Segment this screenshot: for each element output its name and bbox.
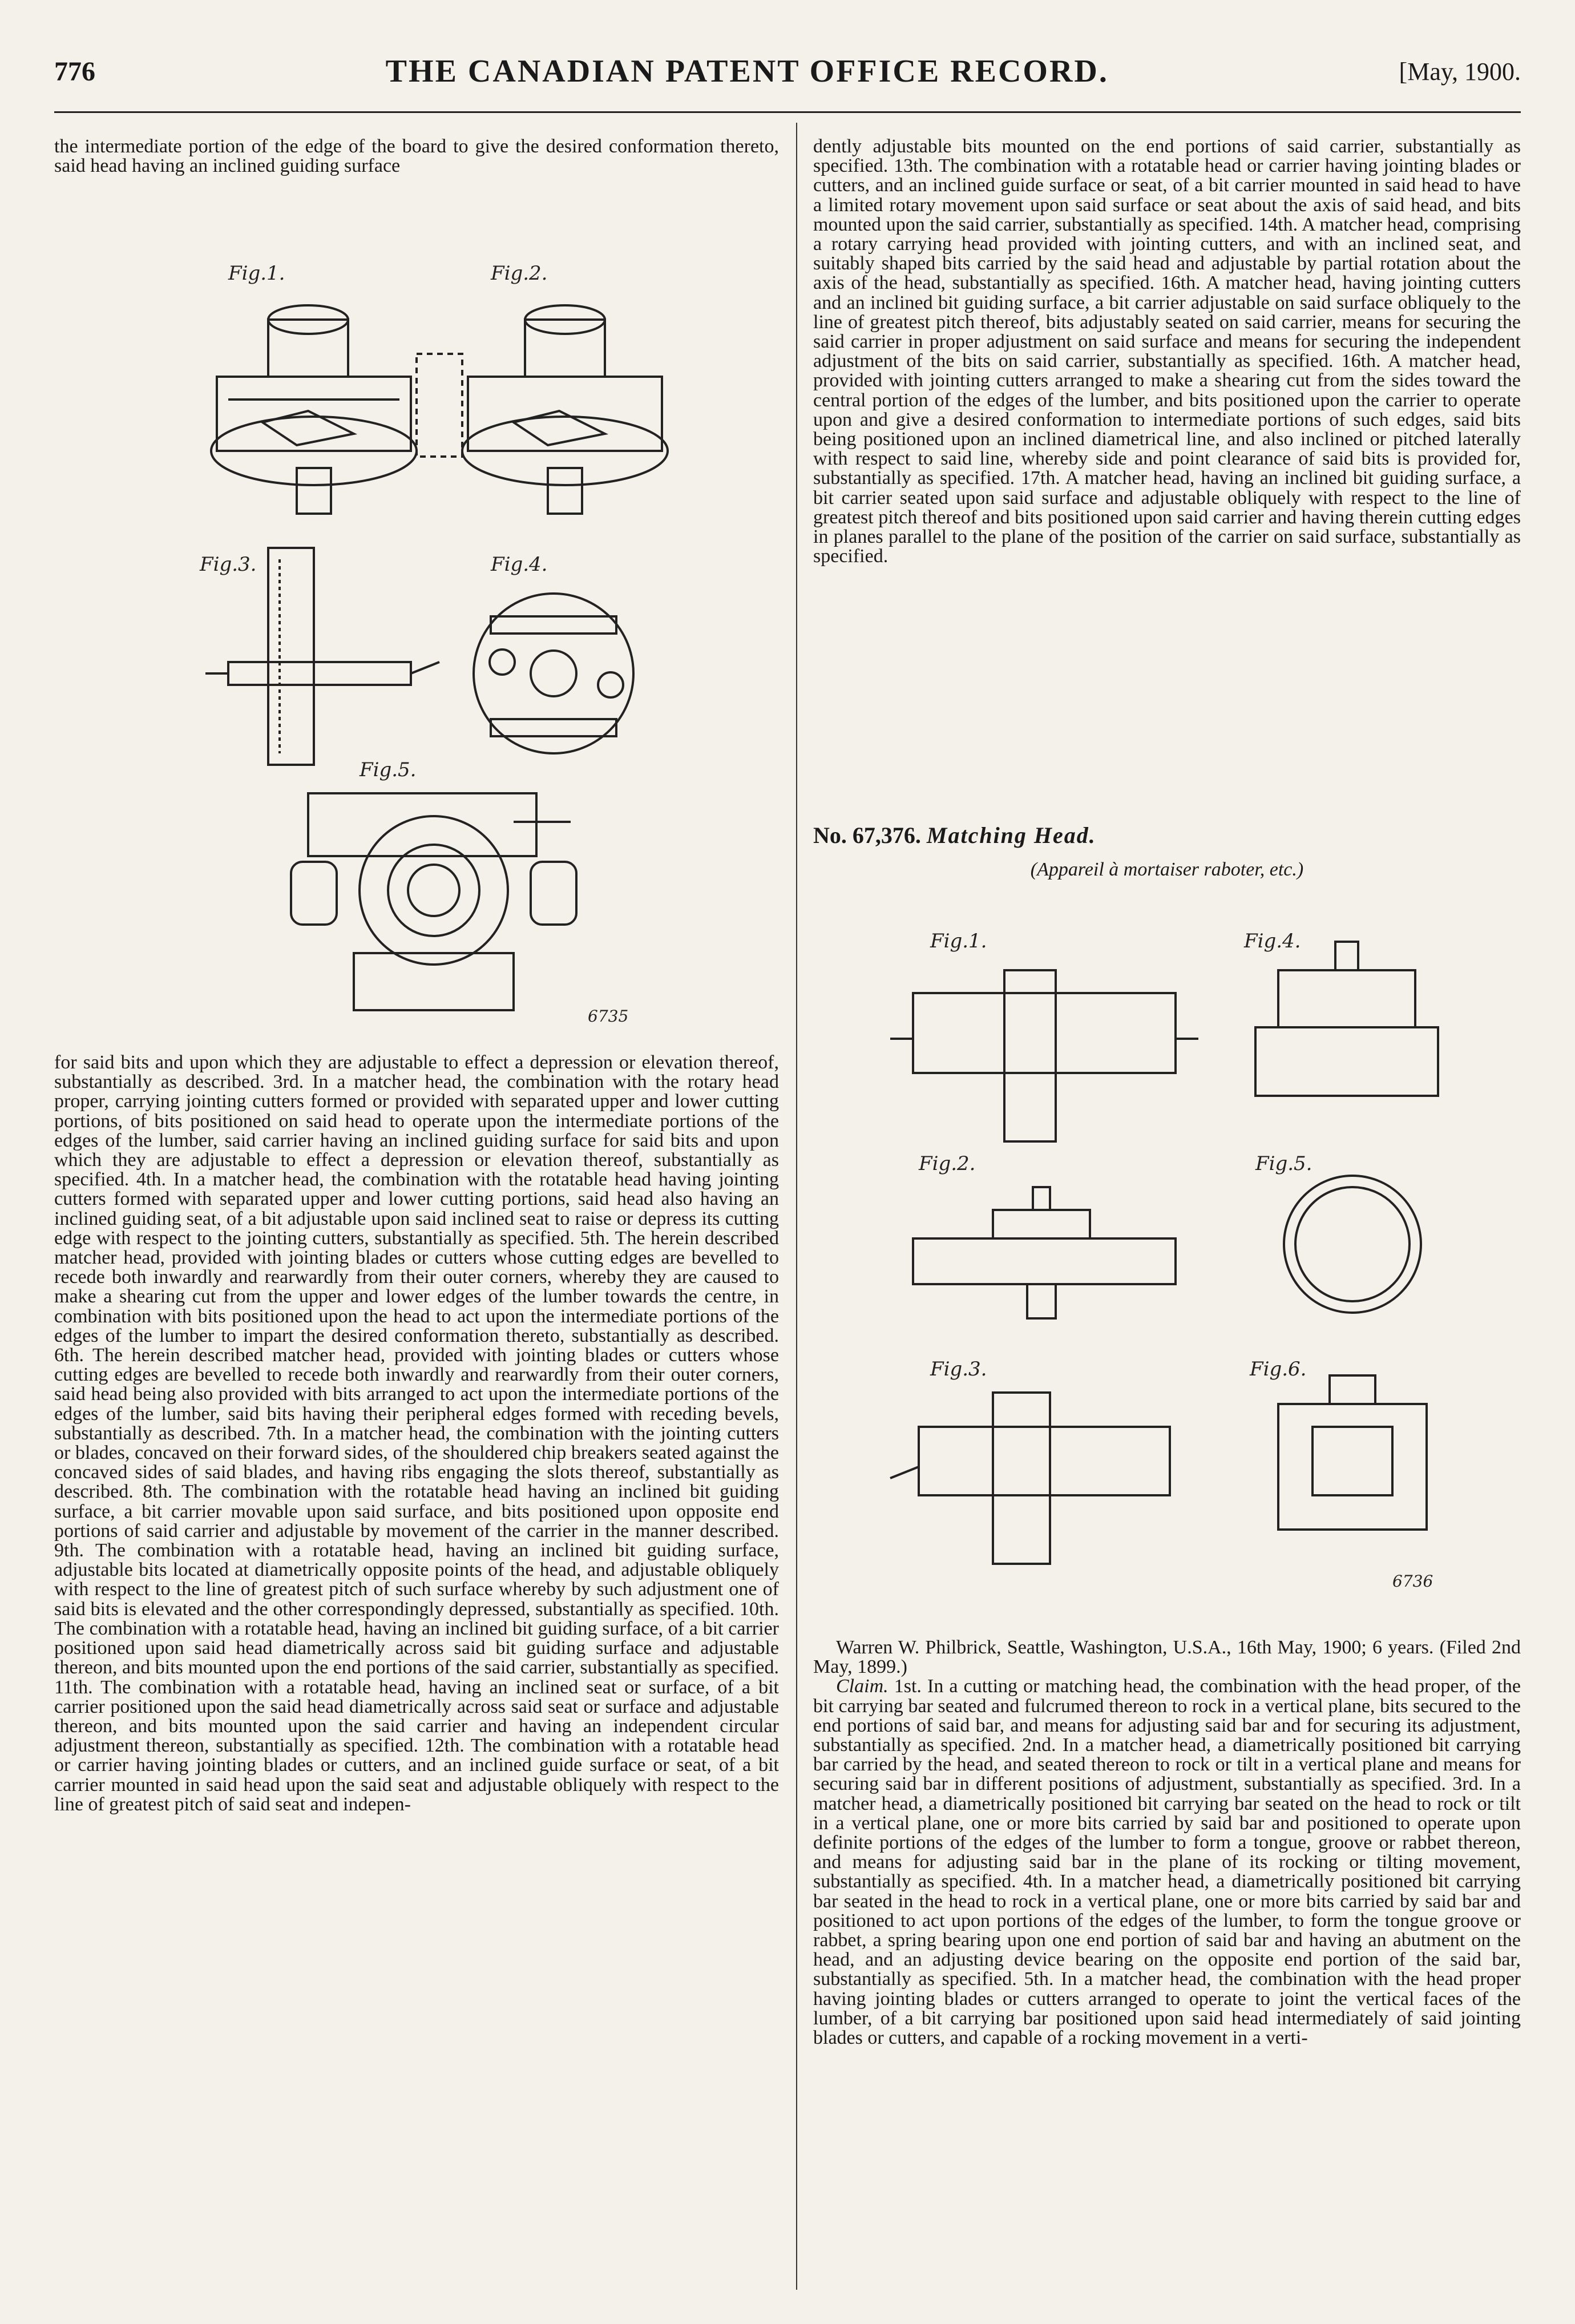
column-rule [796, 123, 797, 2290]
claim-label: Claim. [836, 1676, 889, 1697]
right-column-top [813, 137, 1521, 566]
patent-title: Matching Head. [926, 822, 1096, 848]
publication-title: THE CANADIAN PATENT OFFICE RECORD. [385, 54, 1109, 89]
page-number: 776 [54, 56, 95, 87]
patent-drawing-right-svg [879, 919, 1478, 1604]
left-fig5-label: Fig.5. [360, 758, 417, 781]
patent-drawing-left-svg [194, 228, 708, 1027]
right-fig2-label: Fig.2. [919, 1152, 976, 1175]
right-fig3-label: Fig.3. [930, 1358, 987, 1381]
right-fig4-label: Fig.4. [1244, 930, 1301, 953]
claim-text: 1st. In a cutting or matching head, the combination with the head proper, of the bit carrying bar seated and fulcrumed thereon to rock in a vertical plane, bits secured to the end portions of said bar, and means for adjusting said bar and for securing its adjustment, substantially as specified. 2nd. In a matcher head, a diametrically positioned bit carrying bar carried by the head, and seated thereon to rock or tilt in a vertical plane and means for securing said bar in different positions of adjustment, substantially as specified. 3rd. In a matcher head, a diametrically positioned bit carrying bar seated on the head to rock or tilt in a vertical plane, one or more bits carried by said bar and positioned to operate upon definite portions of the edges of the lumber to form a tongue, groove or rabbet thereon, and means for adjusting said bar in the plane of its rocking or tilting movement, substantially as specified. 4th. In a matcher head, a diametrically positioned bit carrying bar seated in the head to rock in a vertical plane, one or more bits carried by said bar and positioned to act upon portions of the edges of the lumber, to form the tongue groove or rabbet, a spring bearing upon one end portion of said bar and having an abutment on the head, and an adjusting device bearing on the opposite end portion of the said bar, substantially as specified. 5th. In a matcher head, the combination with the head proper having jointing blades or cutters arranged to operate to joint the vertical faces of the lumber, of a bit carrying bar positioned upon said head intermediately of said jointing blades or cutters, and capable of a rocking movement in a verti- [813, 1676, 1521, 2049]
patent-number: No. 67,376. [813, 822, 921, 848]
patent-drawing-right [879, 919, 1478, 1604]
right-column-bottom [813, 1638, 1521, 2048]
claim-paragraph [813, 1677, 1521, 2048]
left-bottom-text: for said bits and upon which they are adjustable to effect a depression or elevation thereof, substantially as described. 3rd. In a matcher head, the combination with the rotary head proper, carrying jointing cutters formed or provided with separated upper and lower cutting portions, of bits positioned on said head to operate upon the intermediate portions of the edges of the lumber, said carrier having an inclined guiding surface for said bits and upon which they are adjustable to effect a depression or elevation thereof, substantially as specified. 4th. In a matcher head, the combination with the rotatable head having jointing cutters formed with separated upper and lower cutting portions, said head also having an inclined guiding seat, of a bit adjustable upon said inclined seat to raise or depress its cutting edge with respect to the jointing cutters, substantially as specified. 5th. The herein described matcher head, provided with jointing blades or cutters whose cutting edges are bevelled to recede both inwardly and rearwardly from their outer corners, whereby they are caused to make a shearing cut from the upper and lower edges of the lumber towards the centre, in combination with bits positioned upon the head to act upon the intermediate portions of the edges of the lumber to impart the desired conformation thereto, substantially as described. 6th. The herein described matcher head, provided with jointing blades or cutters whose cutting edges are bevelled to recede both inwardly and rearwardly from their outer corners, said head being also provided with bits arranged to act upon the intermediate portions of the edges of the lumber, said bits having their peripheral edges formed with receding bevels, substantially as described. 7th. In a matcher head, the combination with the jointing cutters or blades, concaved on their forward sides, of the shouldered chip breakers seated against the concaved sides of said blades, and having ribs engaging the slots thereof, substantially as described. 8th. The combination with the rotatable head having an inclined bit guiding surface, a bit carrier movable upon said surface, and bits positioned upon opposite end portions of said carrier and adjustable by movement of the carrier in the manner described. 9th. The combination with a rotatable head, having an inclined bit guiding surface, adjustable bits located at diametrically opposite points of the head, and adjustable obliquely with respect to the line of greatest pitch of such surface whereby by such adjustment one of said bits is elevated and the other correspondingly depressed, substantially as specified. 10th. The combination with a rotatable head, having an inclined bit guiding surface, of a bit carrier positioned upon said head diametrically across said bit guiding surface and adjustable thereon, and bits mounted upon the end portions of the said carrier, substantially as specified. 11th. The combination with a rotatable head, having an inclined seat or surface, of a bit carrier positioned upon the said head diametrically across said seat or surface and adjustable thereon, and bits mounted upon the said carrier and having an independent circular adjustment thereon, substantially as specified. 12th. The combination with a rotatable head or carrier having jointing blades or cutters, and an inclined guide surface or seat, of a bit carrier mounted in said head upon the said seat and adjustable obliquely with respect to the line of greatest pitch of said seat and indepen- [54, 1052, 779, 1815]
left-fig1-label: Fig.1. [228, 262, 285, 285]
right-fig1-label: Fig.1. [930, 930, 987, 953]
left-fig3-label: Fig.3. [200, 553, 257, 576]
left-fig4-label: Fig.4. [491, 553, 548, 576]
right-drawing-number: 6736 [1392, 1572, 1433, 1591]
right-fig6-label: Fig.6. [1250, 1358, 1307, 1381]
right-top-text: dently adjustable bits mounted on the end portions of said carrier, substantially as specified. 13th. The combination with a rotatable head or carrier having jointing blades or cutters, and an inclined guide surface or seat, of a bit carrier mounted in said head to have a limited rotary movement upon said surface or seat about the axis of said head, and bits mounted upon the said carrier, substantially as specified. 14th. A matcher head, comprising a rotary carrying head provided with jointing cutters, and with an inclined seat, and suitably shaped bits carried by the said head and adjustable by partial rotation about the axis of the head, substantially as specified. 16th. A matcher head, having jointing cutters and an inclined bit guiding surface, a bit carrier adjustable on said surface obliquely to the line of greatest pitch thereof, bits adjustably seated on said carrier, means for securing the said carrier in proper adjustment on said surface and means for securing the independent adjustment of the bits on said carrier, substantially as specified. 16th. A matcher head, provided with jointing cutters arranged to make a shearing cut from the sides toward the central portion of the edges of the lumber, and bits positioned upon the carrier to operate upon and give a desired conformation to intermediate portions of such edges, said bits being positioned upon an inclined diametrical line, and also inclined or pitched laterally with respect to said line, whereby side and point clearance of said bits is provided for, substantially as specified. 17th. A matcher head, having an inclined bit guiding surface, a bit carrier seated upon said surface and adjustable obliquely with respect to the line of greatest pitch thereof and bits positioned upon said carrier and having therein cutting edges in planes parallel to the plane of the position of the carrier on said surface, substantially as specified. [813, 136, 1521, 567]
patent-drawing-left [194, 228, 708, 1027]
inventor-line: Warren W. Philbrick, Seattle, Washington, U.S.A., 16th May, 1900; 6 years. (Filed 2nd May, 1899.) [813, 1637, 1521, 1678]
page-header [54, 46, 1521, 97]
issue-date: [May, 1900. [1399, 57, 1521, 86]
patent-heading [813, 822, 1521, 849]
left-top-text: the intermediate portion of the edge of the board to give the desired conformation thereto, said head having an inclined guiding surface [54, 136, 779, 177]
left-column-top [54, 137, 779, 176]
patent-subtitle: (Appareil à mortaiser raboter, etc.) [1030, 859, 1304, 880]
left-drawing-number: 6735 [588, 1007, 629, 1026]
header-rule [54, 111, 1521, 113]
right-fig5-label: Fig.5. [1255, 1152, 1312, 1175]
left-column-bottom [54, 1053, 779, 1814]
left-fig2-label: Fig.2. [491, 262, 548, 285]
